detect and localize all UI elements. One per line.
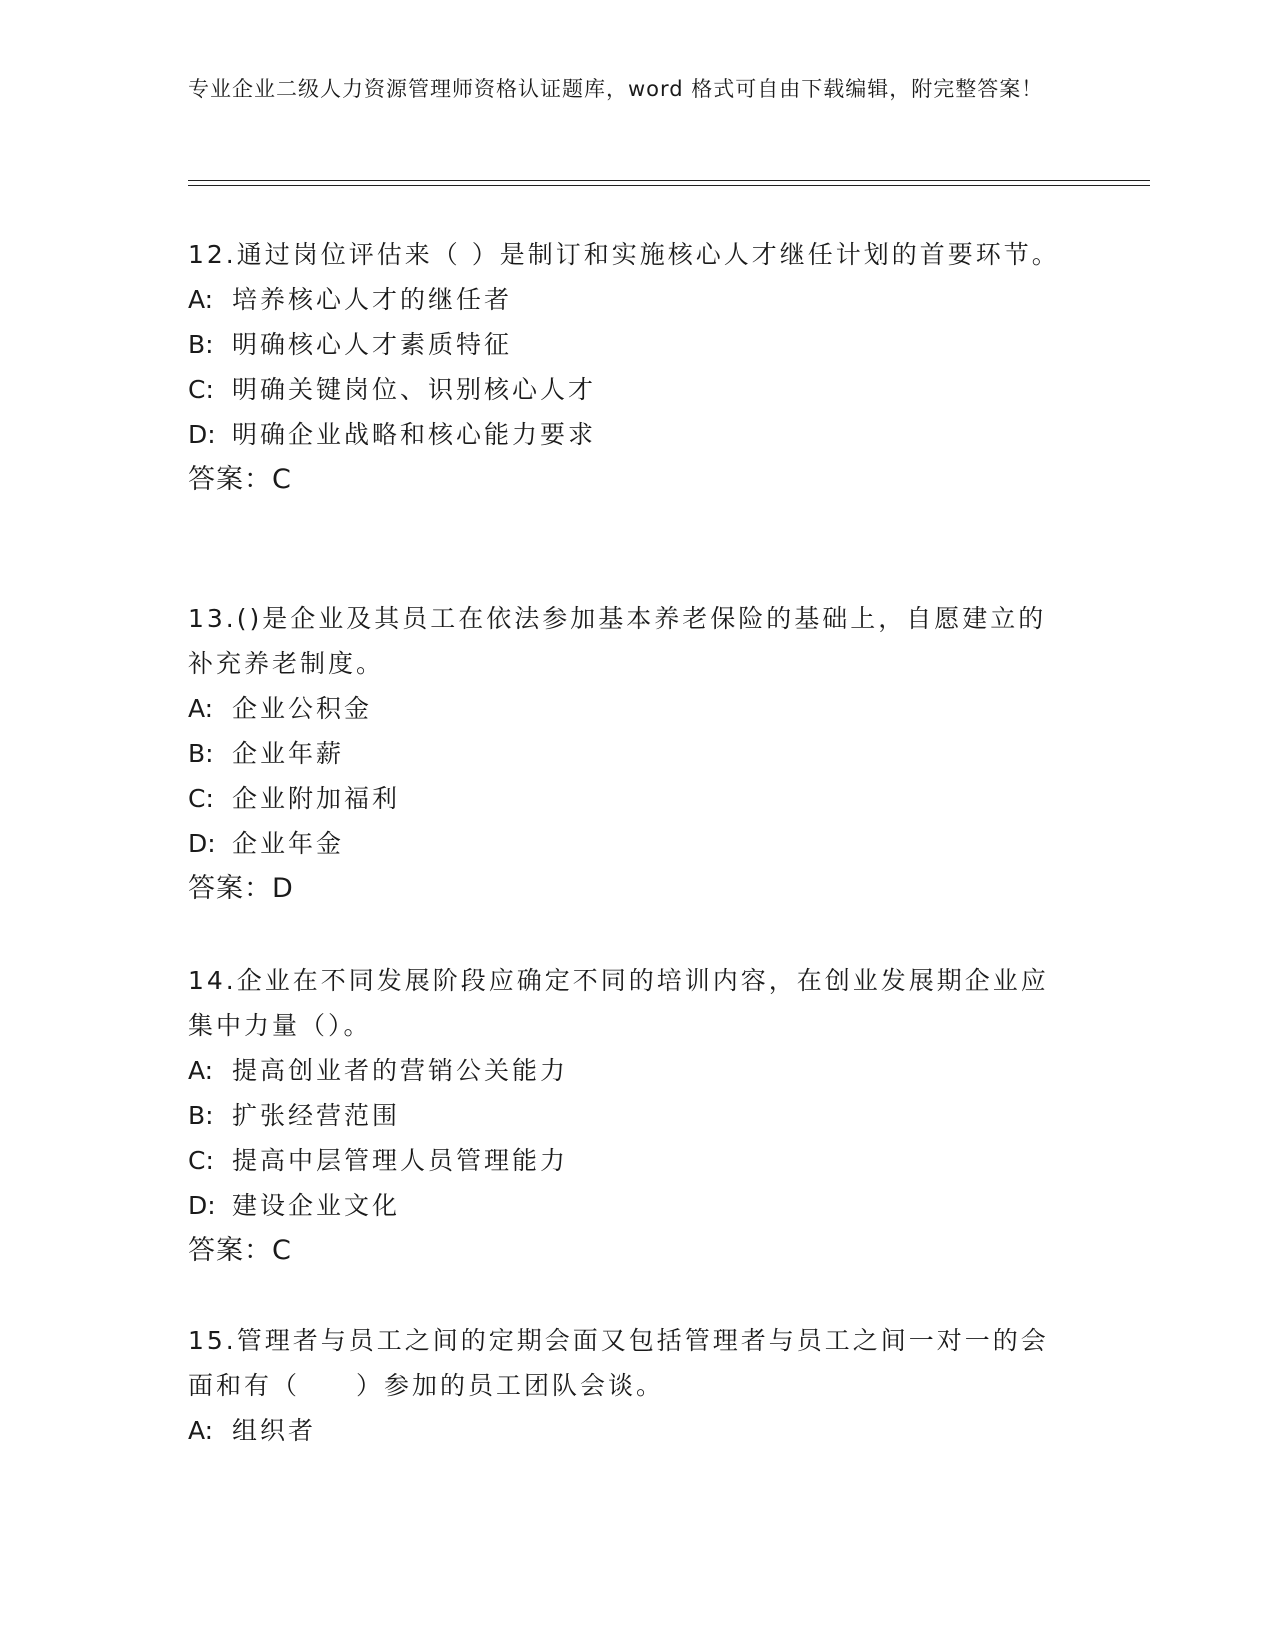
option-c xyxy=(188,367,1068,412)
document-header: 专业企业二级人力资源管理师资格认证题库，word 格式可自由下载编辑，附完整答案！ xyxy=(188,77,1044,101)
option-letter: A: xyxy=(188,1056,214,1085)
header-divider-bottom xyxy=(188,185,1150,186)
question-stem: 12.通过岗位评估来（ ）是制订和实施核心人才继任计划的首要环节。 xyxy=(188,240,1060,269)
question-stem: 15.管理者与员工之间的定期会面又包括管理者与员工之间一对一的会面和有（ ）参加的员工团队会谈。 xyxy=(188,1326,1049,1400)
option-text: 企业附加福利 xyxy=(232,784,401,813)
option-text: 培养核心人才的继任者 xyxy=(232,285,513,314)
answer-line: 答案：D xyxy=(188,873,294,904)
question-stem: 14.企业在不同发展阶段应确定不同的培训内容，在创业发展期企业应集中力量（）。 xyxy=(188,966,1049,1040)
option-letter: D: xyxy=(188,420,216,449)
answer-line: 答案：C xyxy=(188,1235,292,1266)
option-letter: D: xyxy=(188,829,216,858)
header-divider-top xyxy=(188,180,1150,181)
option-letter: B: xyxy=(188,330,214,359)
option-text: 扩张经营范围 xyxy=(232,1101,401,1130)
option-text: 明确企业战略和核心能力要求 xyxy=(232,420,597,449)
option-letter: B: xyxy=(188,739,214,768)
option-text: 提高创业者的营销公关能力 xyxy=(232,1056,569,1085)
option-d xyxy=(188,821,1068,866)
option-b xyxy=(188,322,1068,367)
option-text: 提高中层管理人员管理能力 xyxy=(232,1146,569,1175)
option-letter: A: xyxy=(188,694,214,723)
option-letter: C: xyxy=(188,784,214,813)
option-c xyxy=(188,776,1068,821)
question-14 xyxy=(188,958,1068,1273)
option-c xyxy=(188,1138,1068,1183)
option-letter: A: xyxy=(188,1416,214,1445)
option-letter: C: xyxy=(188,375,214,404)
option-letter: B: xyxy=(188,1101,214,1130)
option-b xyxy=(188,1093,1068,1138)
option-letter: A: xyxy=(188,285,214,314)
question-12 xyxy=(188,232,1068,502)
question-13 xyxy=(188,596,1068,911)
option-d xyxy=(188,412,1068,457)
option-a xyxy=(188,1048,1068,1093)
question-stem: 13.()是企业及其员工在依法参加基本养老保险的基础上，自愿建立的补充养老制度。 xyxy=(188,604,1047,678)
option-text: 企业年金 xyxy=(232,829,345,858)
option-text: 组织者 xyxy=(232,1416,317,1445)
option-letter: D: xyxy=(188,1191,216,1220)
option-text: 明确关键岗位、识别核心人才 xyxy=(232,375,597,404)
option-text: 建设企业文化 xyxy=(232,1191,401,1220)
option-letter: C: xyxy=(188,1146,214,1175)
option-a xyxy=(188,1408,1068,1453)
option-text: 企业公积金 xyxy=(232,694,373,723)
option-b xyxy=(188,731,1068,776)
option-a xyxy=(188,686,1068,731)
option-a xyxy=(188,277,1068,322)
option-text: 明确核心人才素质特征 xyxy=(232,330,513,359)
option-text: 企业年薪 xyxy=(232,739,345,768)
option-d xyxy=(188,1183,1068,1228)
answer-line: 答案：C xyxy=(188,464,292,495)
question-15 xyxy=(188,1318,1068,1453)
